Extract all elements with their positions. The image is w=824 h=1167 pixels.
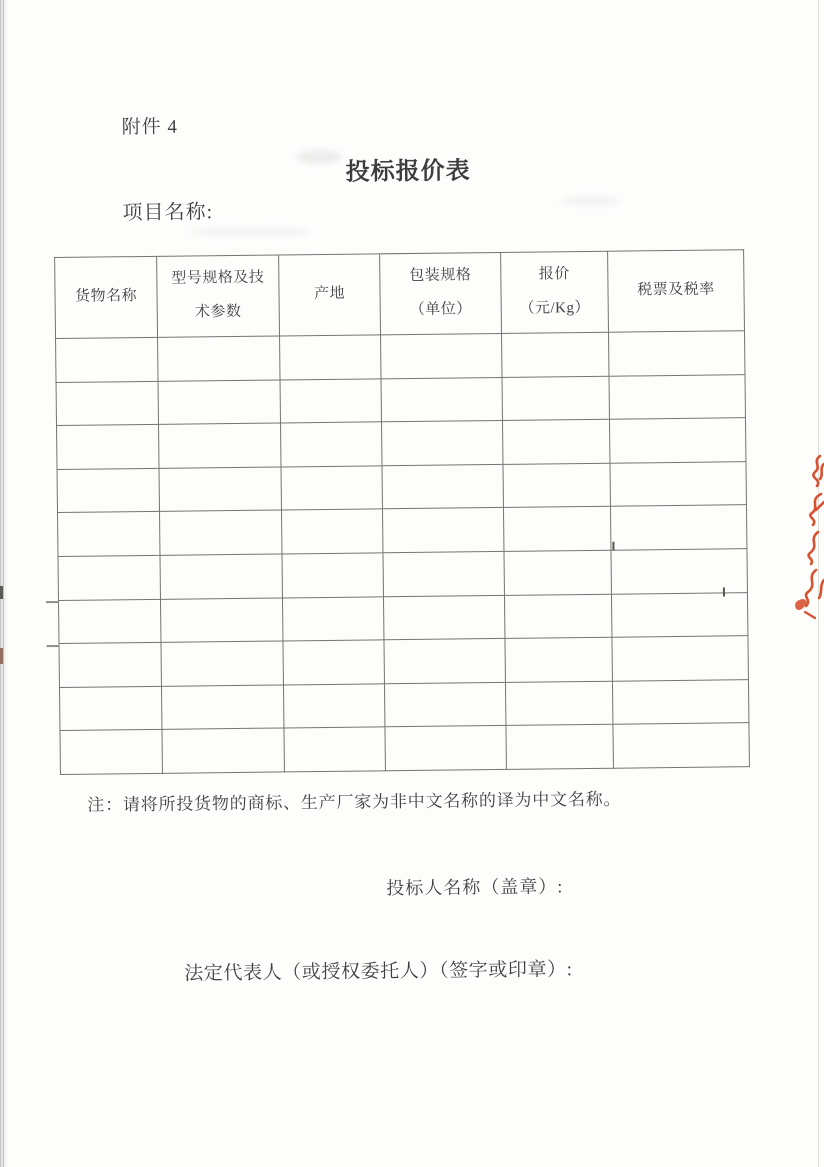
column-header-model-spec: 型号规格及技 术参数	[157, 255, 280, 337]
quotation-table	[54, 249, 750, 775]
table-cell	[160, 554, 282, 599]
table-cell	[56, 337, 158, 382]
table-cell	[610, 505, 746, 550]
table-cell	[504, 550, 611, 595]
table-cell	[505, 637, 612, 682]
scan-line-stub	[47, 645, 60, 647]
table-cell	[159, 467, 281, 512]
table-row	[58, 592, 747, 643]
column-header-origin: 产地	[279, 254, 381, 336]
table-row	[58, 549, 747, 600]
table-cell	[58, 599, 160, 644]
column-header-packaging: 包装规格 （单位）	[380, 252, 502, 334]
scan-stray-mark	[723, 587, 725, 596]
table-cell	[502, 376, 609, 421]
legal-representative-label: 法定代表人（或授权委托人）（签字或印章）:	[184, 959, 573, 985]
table-cell	[506, 725, 613, 770]
table-cell	[381, 377, 502, 422]
table-cell	[281, 466, 382, 511]
table-cell	[610, 461, 746, 506]
table-cell	[284, 727, 385, 772]
header-row	[55, 250, 745, 339]
table-cell	[385, 726, 506, 771]
table-row	[57, 461, 746, 512]
table-cell	[502, 332, 609, 377]
table-cell	[503, 507, 610, 552]
column-header-goods-name: 货物名称	[55, 256, 158, 338]
table-cell	[608, 331, 744, 376]
table-cell	[504, 594, 611, 639]
table-cell	[162, 728, 284, 773]
table-cell	[503, 463, 610, 508]
table-cell	[59, 686, 161, 731]
scan-line-stub	[46, 601, 59, 603]
table-row	[59, 679, 748, 730]
table-cell	[384, 639, 505, 684]
table-cell	[609, 374, 745, 419]
table-cell	[160, 510, 282, 555]
table-cell	[612, 636, 748, 681]
table-cell	[57, 468, 159, 513]
table-row	[56, 331, 745, 382]
table-cell	[282, 553, 383, 598]
table-cell	[58, 512, 160, 557]
table-cell	[59, 642, 161, 687]
table-cell	[381, 421, 502, 466]
table-cell	[281, 509, 382, 554]
table-row	[57, 418, 746, 469]
table-cell	[613, 723, 749, 768]
table-cell	[611, 549, 747, 594]
table-row	[60, 723, 749, 774]
table-cell	[161, 685, 283, 730]
table-cell	[609, 418, 745, 463]
table-cell	[383, 551, 504, 596]
table-cell	[57, 425, 159, 470]
table-cell	[280, 378, 381, 423]
column-header-price: 报价 （元/Kg）	[501, 251, 609, 333]
quotation-table-wrap	[54, 249, 750, 775]
quotation-table-body	[56, 331, 750, 775]
table-cell	[612, 679, 748, 724]
red-handwriting-annotation	[791, 452, 824, 624]
table-cell	[60, 730, 162, 775]
table-cell	[505, 681, 612, 726]
table-cell	[158, 336, 280, 381]
table-cell	[56, 381, 158, 426]
table-cell	[611, 592, 747, 637]
table-cell	[58, 555, 160, 600]
project-name-label: 项目名称:	[122, 201, 214, 225]
document-title: 投标报价表	[345, 158, 471, 186]
table-cell	[383, 595, 504, 640]
column-header-tax: 税票及税率	[608, 250, 745, 333]
table-cell	[160, 598, 282, 643]
table-cell	[381, 333, 502, 378]
scan-stray-mark	[612, 542, 614, 551]
table-cell	[281, 422, 382, 467]
table-row	[56, 374, 745, 425]
bidder-seal-label: 投标人名称（盖章）:	[386, 876, 564, 899]
table-cell	[159, 423, 281, 468]
table-cell	[283, 640, 384, 685]
note-text: 注：请将所投货物的商标、生产厂家为非中文名称的译为中文名称。	[87, 789, 622, 815]
table-cell	[382, 464, 503, 509]
table-cell	[158, 380, 280, 425]
table-row	[59, 636, 748, 687]
table-cell	[382, 508, 503, 553]
table-cell	[161, 641, 283, 686]
table-cell	[384, 682, 505, 727]
table-cell	[280, 335, 381, 380]
table-cell	[282, 596, 383, 641]
table-cell	[502, 419, 609, 464]
attachment-label: 附件 4	[121, 116, 179, 139]
table-cell	[283, 684, 384, 729]
table-row	[58, 505, 747, 556]
